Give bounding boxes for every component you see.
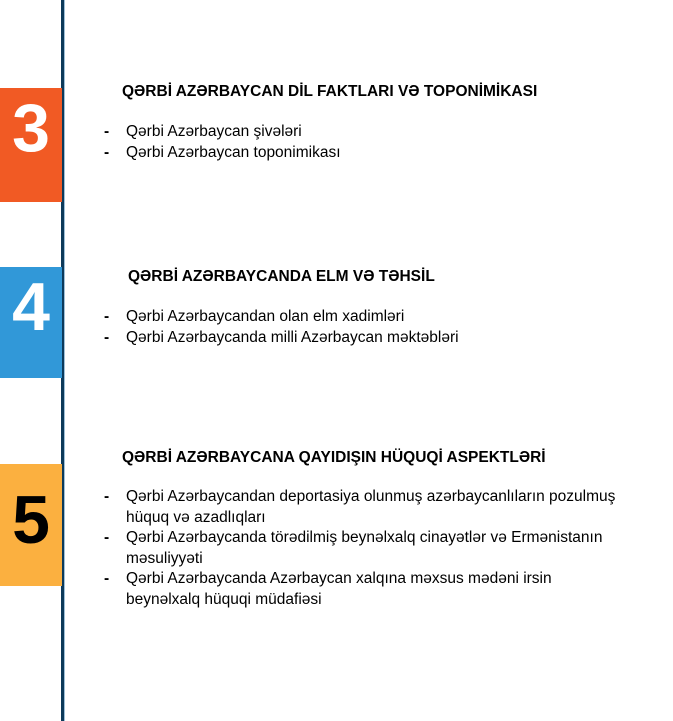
bullet-dash: - xyxy=(104,488,110,505)
list-item: - Qərbi Azərbaycanda törədilmiş beynəlxalq cinayətlər və Ermənistanın məsuliyyəti xyxy=(104,529,603,567)
list-item: - Qərbi Azərbaycanda Azərbaycan xalqına məxsus mədəni irsin beynəlxalq hüquqi müdafiəsi xyxy=(104,570,552,608)
bullet-dash: - xyxy=(104,328,110,346)
list-item: - Qərbi Azərbaycandan olan elm xadimləri xyxy=(104,307,459,328)
section-number: 5 xyxy=(12,482,50,558)
section-3-list xyxy=(104,122,341,163)
section-number-5-box xyxy=(0,464,62,586)
section-5-list xyxy=(104,487,624,610)
section-4-list xyxy=(104,307,459,348)
section-title-4: QƏRBİ AZƏRBAYCANDA ELM VƏ TƏHSİL xyxy=(128,268,435,285)
section-number-4-box xyxy=(0,267,62,378)
bullet-dash: - xyxy=(104,123,110,140)
section-number-3-box xyxy=(0,88,62,202)
section-number: 3 xyxy=(12,90,50,166)
list-item: - Qərbi Azərbaycandan deportasiya olunmuş azərbaycanlıların pozulmuş hüquq və azadlıqları xyxy=(104,488,616,526)
section-title-5: QƏRBİ AZƏRBAYCANA QAYIDIŞIN HÜQUQİ ASPEKTLƏRİ xyxy=(122,449,546,466)
list-item: - Qərbi Azərbaycanda milli Azərbaycan məktəbləri xyxy=(104,328,459,349)
bullet-dash: - xyxy=(104,529,110,546)
list-item: - Qərbi Azərbaycan şivələri xyxy=(104,122,341,143)
list-item: - Qərbi Azərbaycan toponimikası xyxy=(104,143,341,164)
section-number: 4 xyxy=(12,269,50,345)
bullet-dash: - xyxy=(104,308,110,325)
bullet-dash: - xyxy=(104,570,110,587)
section-title-3: QƏRBİ AZƏRBAYCAN DİL FAKTLARI VƏ TOPONİMİKASI xyxy=(122,83,538,100)
bullet-dash: - xyxy=(104,143,110,161)
